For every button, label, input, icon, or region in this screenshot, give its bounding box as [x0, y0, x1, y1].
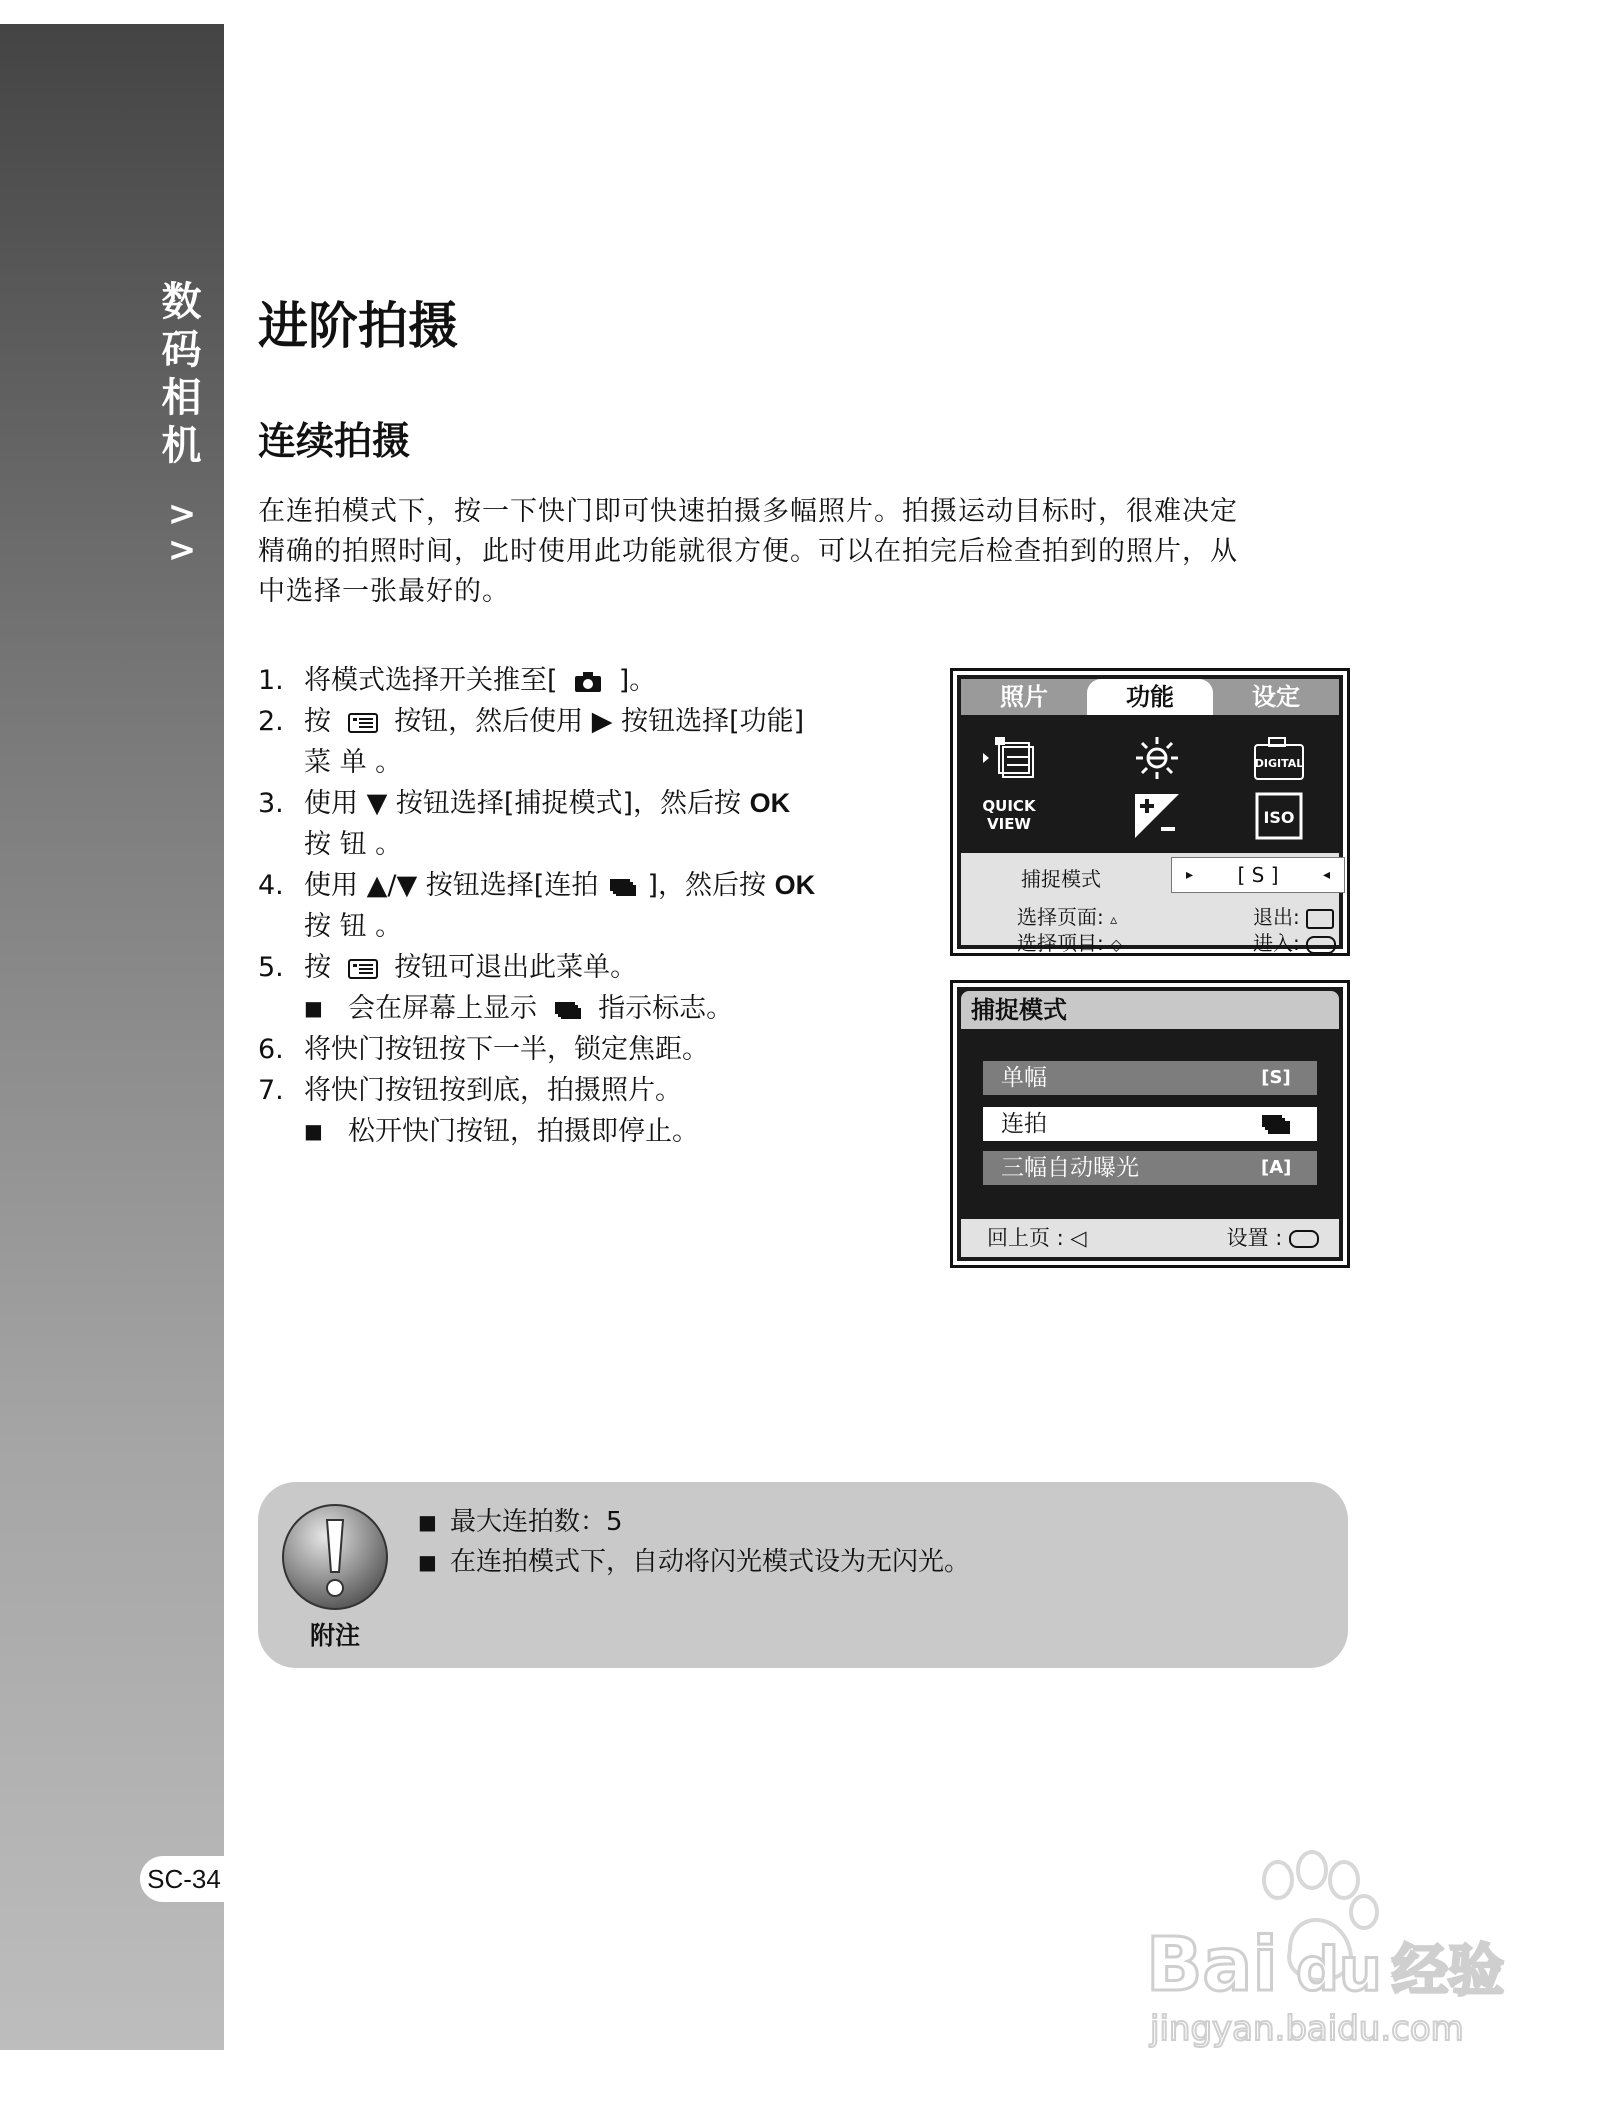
steps-list — [258, 660, 898, 1152]
intro-line: 在连拍模式下，按一下快门即可快速拍摄多幅照片。拍摄运动目标时，很难决定 — [258, 496, 1238, 527]
sidebar-title: 数码相机 — [155, 280, 201, 472]
function-icon-grid — [961, 721, 1339, 849]
note-list — [418, 1502, 970, 1582]
menu-tabs — [961, 679, 1339, 715]
option-single[interactable]: 单幅 [S] — [983, 1061, 1317, 1095]
baidu-jingyan-watermark — [1140, 1840, 1520, 2060]
section-title: 连续拍摄 — [258, 419, 411, 463]
camera-icon — [574, 671, 602, 693]
note-item: ■ 最大连拍数：5 — [418, 1507, 623, 1537]
up-down-icon: ▵ — [1110, 912, 1118, 928]
exit-hint: 退出: — [1253, 901, 1334, 930]
continuous-shot-icon — [554, 1000, 582, 1020]
camera-screen-function-menu — [950, 668, 1350, 956]
note-box — [258, 1482, 1348, 1668]
svg-text:经验: 经验 — [1392, 1939, 1504, 2004]
enter-hint: 进入: — [1253, 927, 1336, 956]
option-auto-exposure-bracketing[interactable]: 三幅自动曝光 [A] — [983, 1151, 1317, 1185]
exclamation-icon — [280, 1502, 390, 1612]
menu-button-icon — [348, 713, 378, 733]
set-hint: 设置 : — [1227, 1219, 1319, 1257]
menu-button-icon — [348, 959, 378, 979]
iso-icon[interactable] — [1251, 791, 1307, 841]
option-continuous[interactable]: 连拍 — [983, 1107, 1317, 1141]
setting-label: 捕捉模式 — [1021, 867, 1101, 891]
arrow-left-icon: ◂ — [1322, 867, 1330, 883]
svg-text:ISO: ISO — [1263, 808, 1295, 827]
intro-line: 中选择一张最好的。 — [258, 576, 510, 607]
aeb-icon: [A] — [1261, 1157, 1292, 1178]
continuous-shot-icon — [609, 877, 637, 897]
svg-text:VIEW: VIEW — [987, 815, 1031, 833]
step-7: 7. 将快门按钮按到底，拍摄照片。 — [258, 1075, 682, 1106]
ok-button-icon — [1306, 936, 1336, 954]
intro-paragraph — [258, 492, 1358, 612]
tab-function[interactable]: 功能 — [1087, 679, 1213, 715]
step-2: 2. 按 按钮，然后使用 ▶ 按钮选择[功能] 菜 单 。 — [258, 706, 805, 778]
step-6: 6. 将快门按钮按下一半，锁定焦距。 — [258, 1034, 709, 1065]
note-item: ■ 在连拍模式下，自动将闪光模式设为无闪光。 — [418, 1547, 971, 1577]
ok-button-icon — [1289, 1230, 1319, 1248]
page-number: SC-34 — [140, 1856, 228, 1902]
menu-info-panel — [961, 853, 1339, 955]
ok-key: OK — [749, 788, 791, 818]
submenu-title: 捕捉模式 — [961, 991, 1339, 1029]
back-hint: 回上页 : ◁ — [987, 1226, 1087, 1250]
capture-mode-selector[interactable]: ▸ [ S ] ◂ — [1171, 857, 1345, 893]
select-item-hint: 选择项目: ◇ — [1017, 931, 1123, 955]
ok-key: OK — [774, 870, 816, 900]
single-shot-icon: [S] — [1261, 1067, 1291, 1088]
svg-text:du: du — [1296, 1935, 1382, 2005]
quick-view-icon[interactable] — [981, 791, 1037, 841]
svg-text:QUICK: QUICK — [982, 797, 1036, 815]
step-1: 1. 将模式选择开关推至[ ]。 — [258, 665, 657, 696]
step-7-note: ■ 松开快门按钮，拍摄即停止。 — [258, 1111, 898, 1152]
camera-screen-capture-mode — [950, 980, 1350, 1268]
arrow-right-icon: ▸ — [1186, 867, 1194, 883]
svg-text:Bai: Bai — [1146, 1922, 1278, 2008]
step-5-note: ■ 会在屏幕上显示 指示标志。 — [258, 988, 898, 1029]
bullet: ■ — [304, 996, 323, 1020]
select-page-hint: 选择页面: ▵ — [1017, 905, 1118, 929]
exposure-compensation-icon[interactable] — [1129, 791, 1185, 841]
submenu-footer — [961, 1219, 1339, 1257]
step-3: 3. 使用 ▼ 按钮选择[捕捉模式]，然后按 OK 按 钮 。 — [258, 788, 791, 860]
menu-button-icon — [1306, 909, 1334, 929]
page-title: 进阶拍摄 — [258, 297, 458, 355]
capture-mode-icon[interactable] — [981, 733, 1037, 783]
svg-text:DIGITAL: DIGITAL — [1254, 757, 1304, 770]
tab-settings[interactable]: 设定 — [1252, 683, 1300, 711]
dpad-icon: ◇ — [1110, 935, 1123, 954]
step-4: 4. 使用 ▲/▼ 按钮选择[连拍 ]，然后按 OK 按 钮 。 — [258, 870, 816, 942]
intro-line: 精确的拍照时间，此时使用此功能就很方便。可以在拍完后检查拍到的照片，从 — [258, 536, 1238, 567]
white-balance-icon[interactable] — [1129, 733, 1185, 783]
sidebar-arrows: > > — [167, 494, 197, 570]
bullet: ■ — [304, 1119, 323, 1143]
svg-text:jingyan.baidu.com: jingyan.baidu.com — [1150, 2009, 1464, 2049]
continuous-shot-icon — [1261, 1113, 1291, 1135]
note-label: 附注 — [310, 1621, 361, 1650]
tab-photo[interactable]: 照片 — [1000, 683, 1048, 711]
digital-zoom-icon[interactable] — [1251, 733, 1307, 783]
step-5: 5. 按 按钮可退出此菜单。 — [258, 952, 638, 983]
